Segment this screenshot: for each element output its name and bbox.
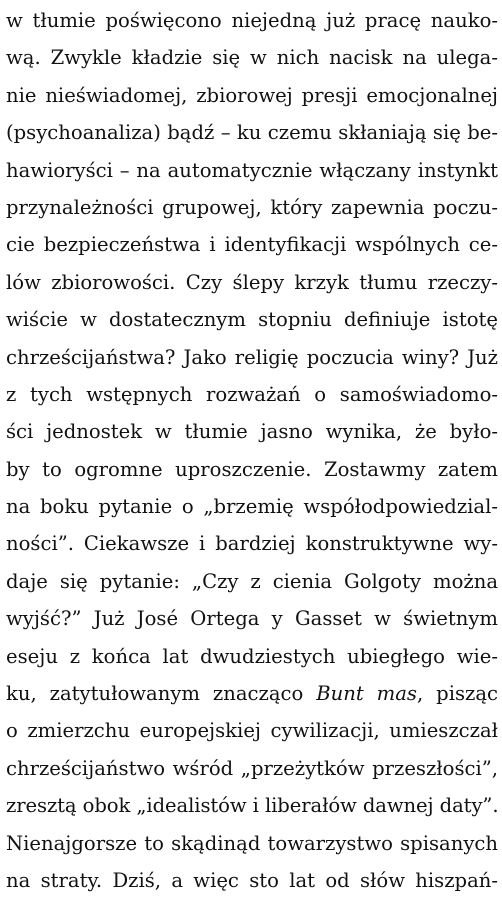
text-line <box>6 675 498 712</box>
text-line: Nienajgorsze to skądinąd towarzystwo spisanych <box>6 831 498 855</box>
text-line: chrześcijaństwa? Jako religię poczucia winy? Już <box>6 345 498 369</box>
text-line: przynależności grupowej, który zapewnia poczu- <box>6 195 498 219</box>
text-line: lów zbiorowości. Czy ślepy krzyk tłumu rzeczy- <box>6 270 498 294</box>
text-line: daje się pytanie: „Czy z cienia Golgoty można <box>6 569 498 593</box>
text-line: na straty. Dziś, a więc sto lat od słów hiszpań- <box>6 868 498 892</box>
text-line: wyjść?” Już José Ortega y Gasset w świetnym <box>6 607 498 631</box>
text-line: o zmierzchu europejskiej cywilizacji, umieszczał <box>6 719 498 743</box>
text-line: hawioryści – na automatycznie włączany instynkt <box>6 158 498 182</box>
text-line: nie nieświadomej, zbiorowej presji emocjonalnej <box>6 83 498 107</box>
text-line: z tych wstępnych rozważań o samoświadomo- <box>6 382 498 406</box>
text-line: w tłumie poświęcono niejedną już pracę nauko- <box>6 9 498 32</box>
text-line: eseju z końca lat dwudziestych ubiegłego wie- <box>6 644 498 668</box>
text-line: by to ogromne uproszczenie. Zostawmy zatem <box>6 457 498 481</box>
text-line: wiście w dostatecznym stopniu definiuje istotę <box>6 308 498 332</box>
text-line: (psychoanaliza) bądź – ku czemu skłaniają się be- <box>6 121 498 145</box>
document-page <box>6 0 498 892</box>
text-line: ści jednostek w tłumie jasno wynika, że było- <box>6 420 498 444</box>
text-line: ności”. Ciekawsze i bardziej konstruktywne wy- <box>6 532 498 556</box>
book-title: Bunt mas <box>316 682 417 706</box>
text-line: wą. Zwykle kładzie się w nich nacisk na ulega- <box>6 46 498 70</box>
text-line-segment: ku, zatytułowanym znacząco <box>6 682 317 706</box>
text-line: chrześcijaństwo wśród „przeżytków przeszłości”, <box>6 756 498 780</box>
text-line: cie bezpieczeństwa i identyfikacji wspólnych ce- <box>6 233 498 257</box>
text-line: na boku pytanie o „brzemię współodpowiedzial- <box>6 495 498 519</box>
text-line: zresztą obok „idealistów i liberałów dawnej daty”. <box>6 794 498 818</box>
text-line-segment: , pisząc <box>416 682 498 706</box>
